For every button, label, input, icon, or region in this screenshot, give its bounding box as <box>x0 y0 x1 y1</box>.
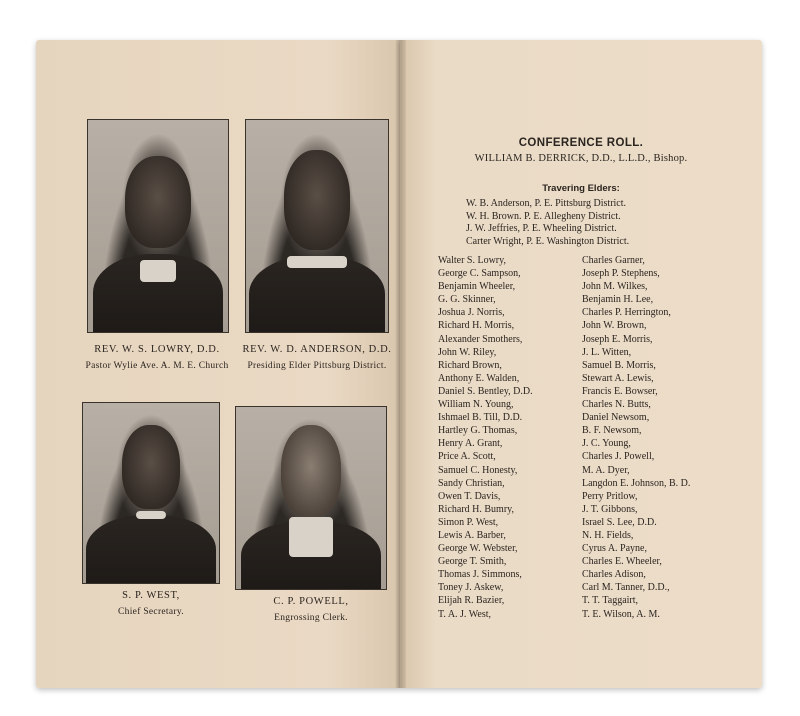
portrait-powell <box>235 406 387 590</box>
list-item: T. A. J. West, <box>438 608 491 620</box>
portrait-face <box>122 425 180 509</box>
list-item: Owen T. Davis, <box>438 490 501 502</box>
list-item: J. L. Witten, <box>582 346 632 358</box>
list-item: Simon P. West, <box>438 516 499 528</box>
list-item: Benjamin Wheeler, <box>438 281 516 293</box>
caption-lowry <box>72 342 242 374</box>
portrait-collar <box>140 260 176 282</box>
list-item: Daniel Newsom, <box>582 412 650 424</box>
list-item: George W. Webster, <box>438 543 518 555</box>
list-item: W. H. Brown. P. E. Allegheny District. <box>466 210 621 222</box>
list-item: Richard H. Bumry, <box>438 503 515 515</box>
list-item: Charles E. Wheeler, <box>582 556 662 568</box>
list-item: Charles N. Butts, <box>582 399 651 411</box>
list-item: Ishmael B. Till, D.D. <box>438 412 523 424</box>
list-item: B. F. Newsom, <box>582 425 642 437</box>
list-item: Samuel C. Honesty, <box>438 464 518 476</box>
list-item: Richard H. Morris, <box>438 320 515 332</box>
elders-list <box>466 198 766 248</box>
list-item: J. T. Gibbons, <box>582 503 638 515</box>
list-item: George T. Smith, <box>438 556 507 568</box>
portrait-role: Pastor Wylie Ave. A. M. E. Church <box>85 361 229 371</box>
list-item: Joseph P. Stephens, <box>582 268 660 280</box>
list-item: George C. Sampson, <box>438 268 521 280</box>
portrait-name: REV. W. S. LOWRY, D.D. <box>94 344 220 355</box>
list-item: Price A. Scott, <box>438 451 496 463</box>
list-item: Richard Brown, <box>438 359 502 371</box>
portrait-lowry <box>87 119 229 333</box>
caption-anderson <box>232 342 402 374</box>
list-item: J. W. Jeffries, P. E. Wheeling District. <box>466 223 617 234</box>
portrait-role: Chief Secretary. <box>118 607 184 617</box>
list-item: Alexander Smothers, <box>438 333 523 345</box>
portrait-anderson <box>245 119 389 333</box>
list-item: Henry A. Grant, <box>438 438 503 450</box>
list-item: Anthony E. Walden, <box>438 372 520 384</box>
list-item: Charles Garner, <box>582 255 645 266</box>
list-item: John M. Wilkes, <box>582 281 648 293</box>
list-item: Elijah R. Bazier, <box>438 595 505 607</box>
portrait-collar <box>136 511 166 519</box>
portrait-name: S. P. WEST, <box>122 590 180 601</box>
list-item: Cyrus A. Payne, <box>582 543 647 555</box>
portrait-body <box>86 515 216 584</box>
portrait-face <box>125 156 191 248</box>
list-item: W. B. Anderson, P. E. Pittsburg District. <box>466 198 627 209</box>
names-column-right <box>582 254 752 621</box>
list-item: Joseph E. Morris, <box>582 333 653 345</box>
list-item: Carl M. Tanner, D.D., <box>582 582 670 594</box>
bishop-line: WILLIAM B. DERRICK, D.D., L.L.D., Bishop. <box>474 153 688 164</box>
elders-heading: Travering Elders: <box>542 183 620 194</box>
list-item: Samuel B. Morris, <box>582 359 656 371</box>
list-item: Walter S. Lowry, <box>438 255 506 266</box>
list-item: Lewis A. Barber, <box>438 529 506 541</box>
list-item: N. H. Fields, <box>582 529 634 541</box>
list-item: Thomas J. Simmons, <box>438 569 522 581</box>
list-item: Hartley G. Thomas, <box>438 425 518 437</box>
left-page <box>36 40 400 688</box>
portrait-name: REV. W. D. ANDERSON, D.D. <box>242 344 392 355</box>
portrait-role: Engrossing Clerk. <box>274 613 348 623</box>
list-item: Langdon E. Johnson, B. D. <box>582 477 691 489</box>
list-item: M. A. Dyer, <box>582 464 630 476</box>
list-item: Joshua J. Norris, <box>438 307 505 319</box>
list-item: William N. Young, <box>438 399 514 411</box>
list-item: Benjamin H. Lee, <box>582 294 654 306</box>
portrait-face <box>284 150 350 250</box>
caption-west <box>66 588 236 620</box>
portrait-collar <box>289 517 333 557</box>
list-item: Francis E. Bowser, <box>582 385 658 397</box>
portrait-collar <box>287 256 347 268</box>
list-item: T. E. Wilson, A. M. <box>582 608 660 620</box>
portrait-role: Presiding Elder Pittsburg District. <box>247 361 387 371</box>
list-item: Charles P. Herrington, <box>582 307 671 319</box>
list-item: J. C. Young, <box>582 438 631 450</box>
list-item: Perry Pritlow, <box>582 490 638 502</box>
list-item: T. T. Taggairt, <box>582 595 639 607</box>
page-title: CONFERENCE ROLL. <box>518 137 644 149</box>
open-booklet <box>36 40 762 688</box>
list-item: John W. Riley, <box>438 346 497 358</box>
list-item: Charles Adison, <box>582 569 646 581</box>
list-item: Carter Wright, P. E. Washington District. <box>466 235 630 247</box>
portrait-name: C. P. POWELL, <box>273 596 349 607</box>
list-item: Stewart A. Lewis, <box>582 372 654 384</box>
list-item: Israel S. Lee, D.D. <box>582 516 657 528</box>
portrait-face <box>281 425 341 517</box>
list-item: John W. Brown, <box>582 320 647 332</box>
names-column-left <box>438 254 588 621</box>
list-item: Charles J. Powell, <box>582 451 655 463</box>
list-item: Toney J. Askew, <box>438 582 504 594</box>
portrait-west <box>82 402 220 584</box>
list-item: Sandy Christian, <box>438 477 505 489</box>
caption-powell <box>226 594 396 626</box>
list-item: G. G. Skinner, <box>438 294 496 306</box>
list-item: Daniel S. Bentley, D.D. <box>438 385 533 397</box>
